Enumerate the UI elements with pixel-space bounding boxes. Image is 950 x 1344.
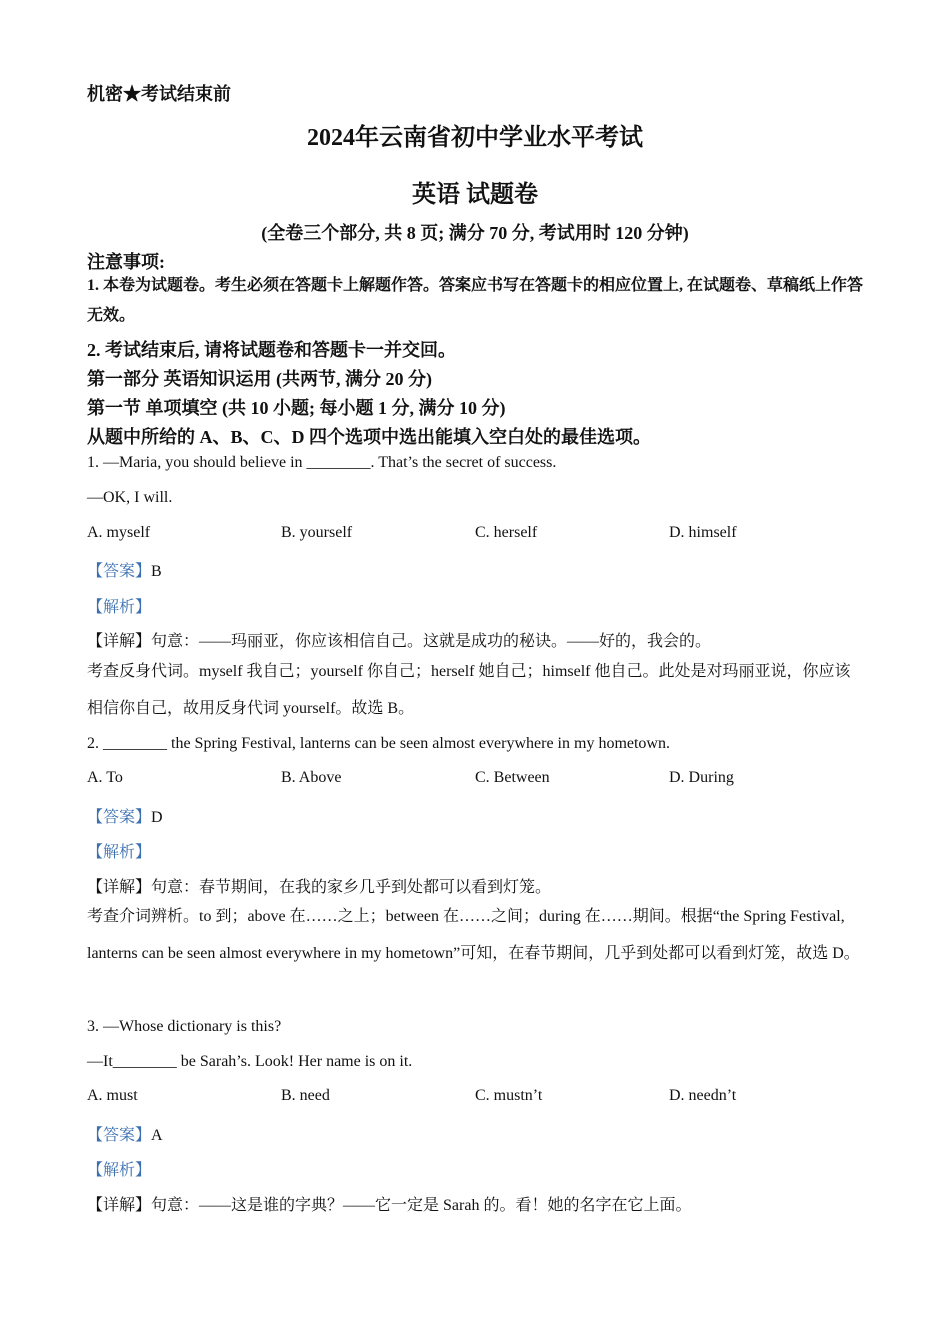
q3-detail-text: 句意：——这是谁的字典？——它一定是 Sarah 的。看！她的名字在它上面。: [151, 1197, 692, 1214]
q2-option-c: C. Between: [475, 769, 550, 786]
detail-label: 【详解】: [87, 633, 152, 650]
q1-option-b: B. yourself: [281, 524, 353, 541]
q3-option-c: C. mustn’t: [475, 1087, 543, 1104]
q3-stem: 3. —Whose dictionary is this?: [87, 1018, 282, 1035]
q3-option-a: A. must: [87, 1087, 138, 1104]
q2-answer: [87, 804, 163, 827]
exam-subtitle: 英语 试题卷: [412, 182, 538, 208]
note-2: 2. 考试结束后, 请将试题卷和答题卡一并交回。: [87, 340, 456, 360]
q2-option-a: A. To: [87, 769, 123, 786]
q1-option-a: A. myself: [87, 524, 151, 541]
answer-label: 【答案】: [87, 809, 152, 826]
part1-heading: 第一部分 英语知识运用 (共两节, 满分 20 分): [87, 369, 432, 389]
q1-option-d: D. himself: [669, 524, 737, 541]
q3-option-d: D. needn’t: [669, 1087, 737, 1104]
q2-analysis: [87, 839, 151, 862]
q1-answer: [87, 558, 162, 581]
detail-label: 【详解】: [87, 1197, 152, 1214]
q2-detail: [87, 874, 551, 897]
q1-stem: 1. —Maria, you should believe in ________. That’s the secret of success.: [87, 454, 557, 471]
q1-explanation: 考查反身代词。myself 我自己；yourself 你自己；herself 她自己；himself 他自己。此处是对玛丽亚说，你应该相信你自己，故用反身代词 yourself。故选 B。: [87, 663, 851, 717]
exam-title: 2024年云南省初中学业水平考试: [307, 125, 643, 151]
q1-detail: [87, 628, 711, 651]
q2-explanation: 考查介词辨析。to 到；above 在……之上；between 在……之间；during 在……期间。根据“the Spring Festival, lanterns can be seen almost everywhere in my hometown”可知，在春节期间，几乎到处都可以看到灯笼，故选 D。: [87, 908, 860, 962]
q3-answer-value: A: [151, 1127, 163, 1144]
section-instruction: 从题中所给的 A、B、C、D 四个选项中选出能填入空白处的最佳选项。: [87, 427, 651, 447]
q2-answer-value: D: [151, 809, 163, 826]
q3-stem-reply: —It________ be Sarah’s. Look! Her name is on it.: [87, 1053, 413, 1070]
q3-option-b: B. need: [281, 1087, 330, 1104]
q2-detail-text: 句意：春节期间，在我的家乡几乎到处都可以看到灯笼。: [151, 879, 552, 896]
q2-option-d: D. During: [669, 769, 734, 786]
answer-label: 【答案】: [87, 563, 152, 580]
q3-analysis: [87, 1157, 151, 1180]
q1-detail-text: 句意：——玛丽亚，你应该相信自己。这就是成功的秘诀。——好的，我会的。: [151, 633, 712, 650]
q1-stem-reply: —OK, I will.: [87, 489, 173, 506]
section1-heading: 第一节 单项填空 (共 10 小题; 每小题 1 分, 满分 10 分): [87, 398, 506, 418]
q1-answer-value: B: [151, 563, 162, 580]
answer-label: 【答案】: [87, 1127, 152, 1144]
note-1: 1. 本卷为试题卷。考生必须在答题卡上解题作答。答案应书写在答题卡的相应位置上, 在试题卷、草稿纸上作答无效。: [87, 277, 864, 324]
notes-heading: 注意事项:: [87, 252, 165, 272]
q2-stem: 2. ________ the Spring Festival, lanterns can be seen almost everywhere in my hometown.: [87, 735, 670, 752]
q2-option-b: B. Above: [281, 769, 342, 786]
q3-answer: [87, 1122, 163, 1145]
detail-label: 【详解】: [87, 879, 152, 896]
analysis-label: 【解析】: [87, 1162, 152, 1179]
q1-analysis: [87, 594, 151, 617]
q1-option-c: C. herself: [475, 524, 538, 541]
q3-detail: [87, 1192, 691, 1215]
analysis-label: 【解析】: [87, 599, 152, 616]
confidential-label: 机密★考试结束前: [87, 84, 231, 104]
analysis-label: 【解析】: [87, 844, 152, 861]
exam-info: (全卷三个部分, 共 8 页; 满分 70 分, 考试用时 120 分钟): [261, 223, 689, 243]
